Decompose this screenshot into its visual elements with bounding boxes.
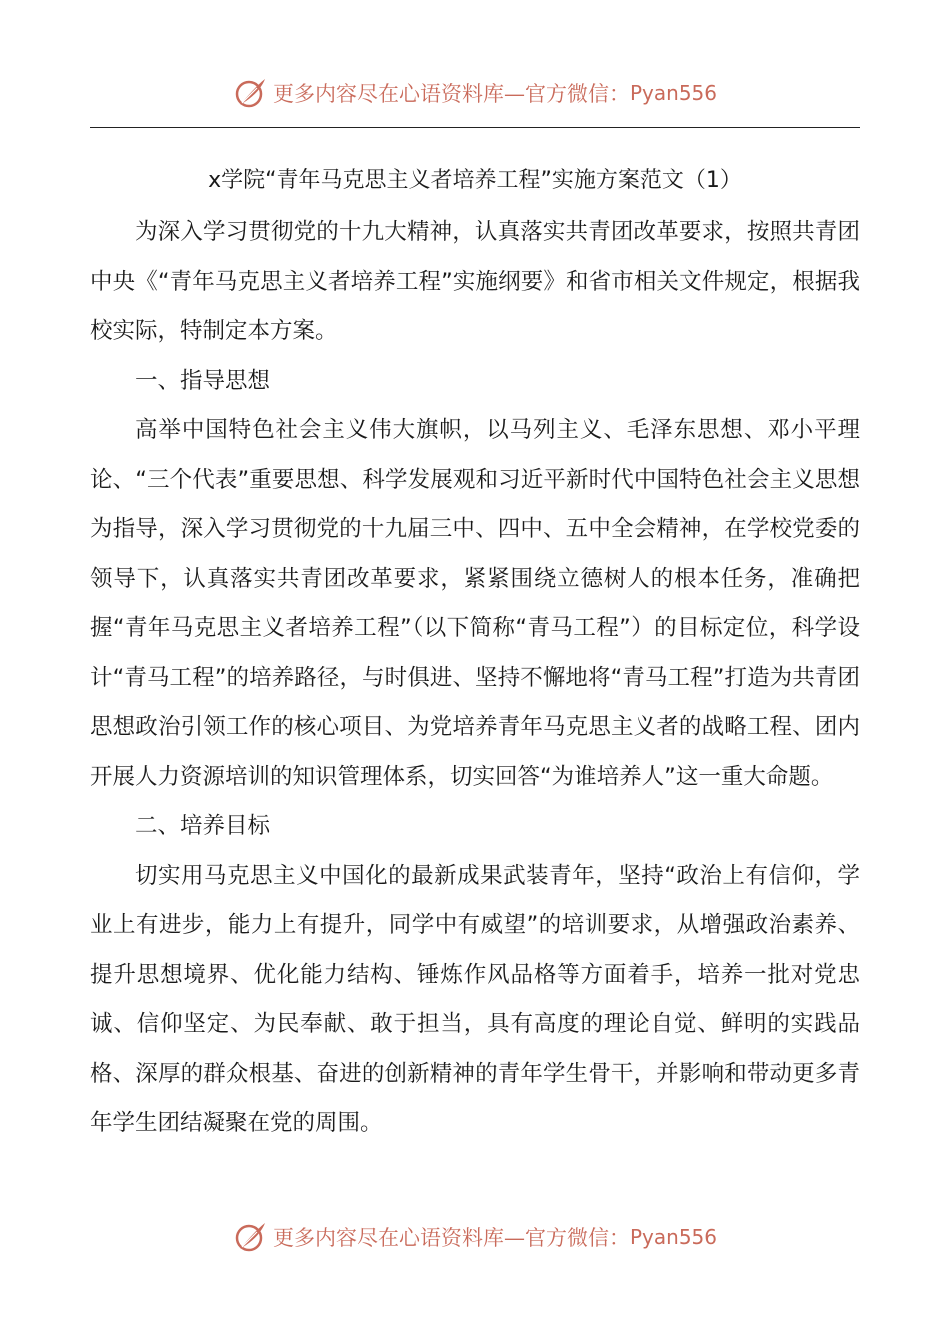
- document-title: x学院“青年马克思主义者培养工程”实施方案范文（1）: [208, 168, 742, 193]
- intro-paragraph: 为深入学习贯彻党的十九大精神，认真落实共青团改革要求，按照共青团中央《“青年马克思主义者培养工程”实施纲要》和省市相关文件规定，根据我校实际，特制定本方案。: [90, 219, 860, 344]
- header-watermark: [0, 71, 950, 115]
- section-heading-guiding-ideology: 一、指导思想: [135, 367, 271, 394]
- section-heading-training-goals: 二、培养目标: [135, 813, 271, 839]
- section-paragraph-guiding-ideology: 高举中国特色社会主义伟大旗帜，以马列主义、毛泽东思想、邓小平理论、“三个代表”重要思想、科学发展观和习近平新时代中国特色社会主义思想为指导，深入学习贯彻党的十九届三中、四中、五中全会精神，在学校党委的领导下，认真落实共青团改革要求，紧紧围绕立德树人的根本任务，准确把握“青年马克思主义者培养工程”（以下简称“青马工程”）的目标定位，科学设计“青马工程”的培养路径，与时俱进、坚持不懈地将“青马工程”打造为共青团思想政治引领工作的核心项目、为党培养青年马克思主义者的战略工程、团内开展人力资源培训的知识管理体系，切实回答“为谁培养人”这一重大命题。: [90, 417, 860, 790]
- watermark-wechat-id: Pyan556: [629, 81, 717, 105]
- section-paragraph-training-goals: 切实用马克思主义中国化的最新成果武装青年，坚持“政治上有信仰，学业上有进步，能力上有提升，同学中有威望”的培训要求，从增强政治素养、提升思想境界、优化能力结构、锤炼作风品格等方面着手，培养一批对党忠诚、信仰坚定、为民奉献、敢于担当，具有高度的理论自觉、鲜明的实践品格、深厚的群众根基、奋进的创新精神的青年学生骨干，并影响和带动更多青年学生团结凝聚在党的周围。: [90, 862, 860, 1136]
- watermark-wechat-id: Pyan556: [629, 1225, 717, 1249]
- quill-logo-icon: [233, 1219, 269, 1255]
- watermark-text: 更多内容尽在心语资料库—官方微信：: [272, 82, 630, 106]
- document-body: [90, 158, 860, 1149]
- watermark-text: 更多内容尽在心语资料库—官方微信：: [272, 1226, 630, 1250]
- quill-logo-icon: [233, 75, 269, 111]
- footer-watermark: [0, 1215, 950, 1259]
- header-rule: [90, 127, 860, 128]
